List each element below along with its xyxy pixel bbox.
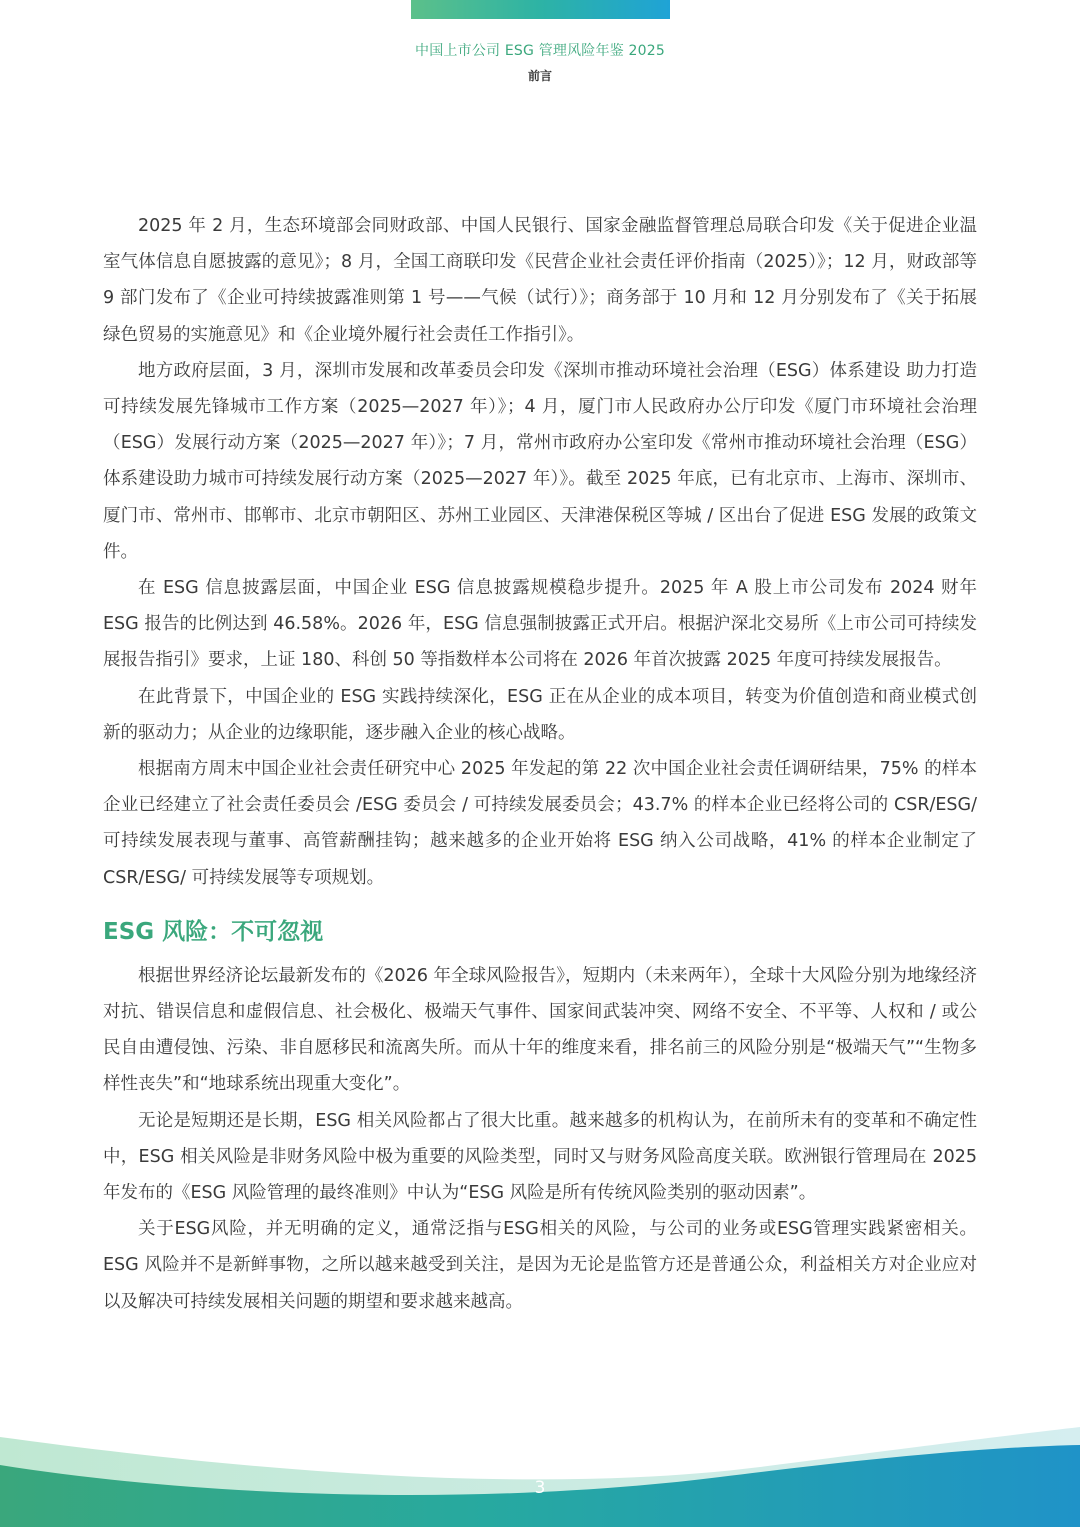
paragraph: 在 ESG 信息披露层面，中国企业 ESG 信息披露规模稳步提升。2025 年 A 股上市公司发布 2024 财年 ESG 报告的比例达到 46.58%。2026 年，ESG 信息强制披露正式开启。根据沪深北交易所《上市公司可持续发展报告指引》要求，上证 180、科创 50 等指数样本公司将在 2026 年首次披露 2025 年度可持续发展报告。 bbox=[103, 578, 977, 671]
paragraph: 无论是短期还是长期，ESG 相关风险都占了很大比重。越来越多的机构认为，在前所未有的变革和不确定性中，ESG 相关风险是非财务风险中极为重要的风险类型，同时又与财务风险高度关联。欧洲银行管理局在 2025 年发布的《ESG 风险管理的最终准则》中认为“ESG 风险是所有传统风险类别的驱动因素”。 bbox=[103, 1110, 977, 1204]
main-content bbox=[103, 208, 977, 1320]
section-heading: ESG 风险：不可忽视 bbox=[103, 918, 324, 945]
paragraph: 根据世界经济论坛最新发布的《2026 年全球风险报告》，短期内（未来两年），全球十大风险分别为地缘经济对抗、错误信息和虚假信息、社会极化、极端天气事件、国家间武装冲突、网络不安全、不平等、人权和 / 或公民自由遭侵蚀、污染、非自愿移民和流离失所。而从十年的维度来看，排名前三的风险分别是“极端天气”“生物多样性丧失”和“地球系统出现重大变化”。 bbox=[103, 965, 977, 1095]
paragraph: 2025 年 2 月，生态环境部会同财政部、中国人民银行、国家金融监督管理总局联合印发《关于促进企业温室气体信息自愿披露的意见》；8 月，全国工商联印发《民营企业社会责任评价指南（2025）》；12 月，财政部等 9 部门发布了《企业可持续披露准则第 1 号——气候（试行）》；商务部于 10 月和 12 月分别发布了《关于拓展绿色贸易的实施意见》和《企业境外履行社会责任工作指引》。 bbox=[103, 216, 977, 345]
paragraph: 根据南方周末中国企业社会责任研究中心 2025 年发起的第 22 次中国企业社会责任调研结果，75% 的样本企业已经建立了社会责任委员会 /ESG 委员会 / 可持续发展委员会；43.7% 的样本企业已经将公司的 CSR/ESG/ 可持续发展表现与董事、高管薪酬挂钩；越来越多的企业开始将 ESG 纳入公司战略，41% 的样本企业制定了 CSR/ESG/ 可持续发展等专项规划。 bbox=[103, 759, 977, 888]
footer-wave bbox=[0, 1427, 1080, 1527]
page-number: 3 bbox=[534, 1478, 546, 1498]
paragraph: 地方政府层面，3 月，深圳市发展和改革委员会印发《深圳市推动环境社会治理（ESG）体系建设 助力打造可持续发展先锋城市工作方案（2025—2027 年）》；4 月，厦门市人民政府办公厅印发《厦门市环境社会治理（ESG）发展行动方案（2025—2027 年）》；7 月，常州市政府办公室印发《常州市推动环境社会治理（ESG）体系建设助力城市可持续发展行动方案（2025—2027 年）》。截至 2025 年底，已有北京市、上海市、深圳市、厦门市、常州市、邯郸市、北京市朝阳区、苏州工业园区、天津港保税区等城 / 区出台了促进 ESG 发展的政策文件。 bbox=[103, 360, 977, 562]
header-accent-bar bbox=[411, 0, 670, 19]
report-title: 中国上市公司 ESG 管理风险年鉴 2025 bbox=[415, 43, 665, 59]
paragraph: 关于ESG风险，并无明确的定义，通常泛指与ESG相关的风险，与公司的业务或ESG管理实践紧密相关。ESG 风险并不是新鲜事物，之所以越来越受到关注，是因为无论是监管方还是普通公众，利益相关方对企业应对以及解决可持续发展相关问题的期望和要求越来越高。 bbox=[103, 1219, 977, 1312]
section-label: 前言 bbox=[527, 69, 552, 83]
paragraph: 在此背景下，中国企业的 ESG 实践持续深化，ESG 正在从企业的成本项目，转变为价值创造和商业模式创新的驱动力；从企业的边缘职能，逐步融入企业的核心战略。 bbox=[103, 686, 977, 743]
